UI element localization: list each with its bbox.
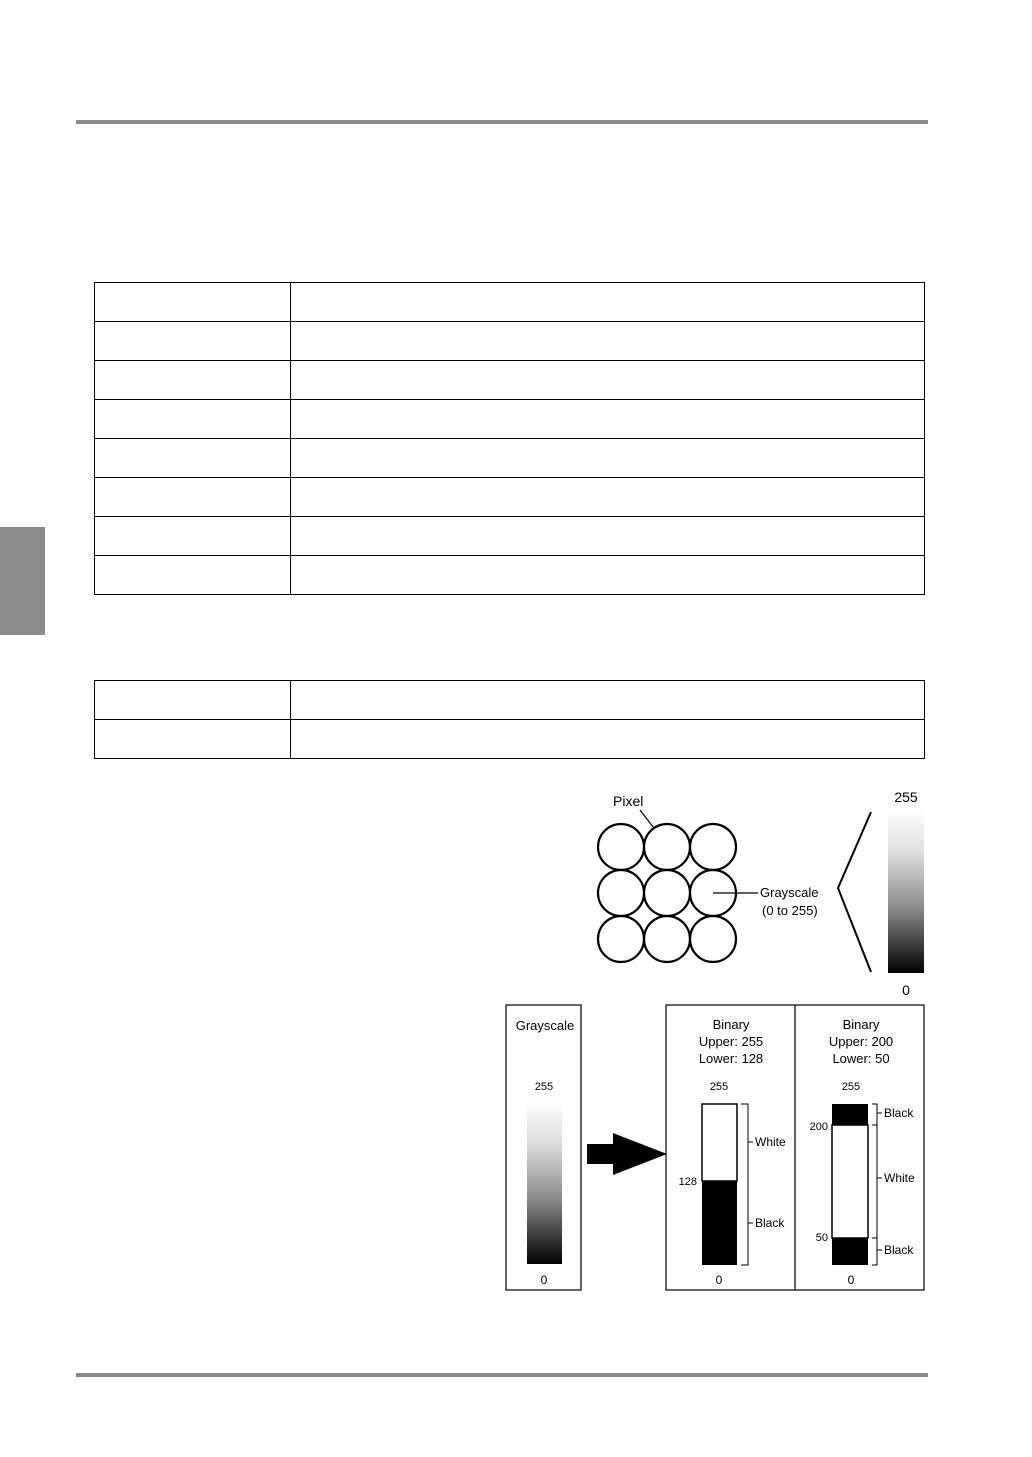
binary-2-white-band: [832, 1125, 868, 1238]
binary-1-white-band: [702, 1104, 737, 1181]
scale-bottom-label: 0: [902, 982, 910, 998]
pixel-circle: [690, 824, 736, 870]
binary-2-lower-tick: 50: [815, 1232, 828, 1244]
pixel-circle: [644, 870, 690, 916]
binary-1-bracket: [741, 1104, 748, 1265]
binary-2-top: 255: [841, 1081, 861, 1093]
grayscale-panel-bar: [527, 1100, 562, 1264]
binary-1-bottom: 0: [715, 1273, 723, 1287]
grayscale-label: Grayscale: [760, 885, 819, 900]
grayscale-panel-title: Grayscale: [515, 1018, 575, 1033]
binary-2-upper: Upper: 200: [828, 1034, 894, 1049]
binary-panel-2: [810, 1017, 915, 1287]
binary-2-bracket-top: [872, 1104, 877, 1125]
binary-2-black-top-label: Black: [884, 1106, 914, 1120]
binary-1-upper: Upper: 255: [698, 1034, 764, 1049]
pixel-circle: [644, 916, 690, 962]
binary-2-title: Binary: [842, 1017, 880, 1032]
binary-2-bracket-middle: [872, 1125, 877, 1238]
grayscale-range-label: (0 to 255): [762, 903, 818, 918]
zoom-bracket: [838, 812, 871, 972]
pixel-circle: [598, 824, 644, 870]
binary-2-white-label: White: [884, 1171, 915, 1185]
binary-1-title: Binary: [712, 1017, 750, 1032]
binary-2-lower: Lower: 50: [832, 1051, 890, 1066]
binary-1-top: 255: [709, 1081, 729, 1093]
pixel-circle: [690, 916, 736, 962]
pixel-diagram: [598, 789, 924, 998]
grayscale-panel-top: 255: [534, 1081, 554, 1093]
pixel-circle: [644, 824, 690, 870]
binary-diagram: [506, 1005, 924, 1290]
grayscale-panel-bottom: 0: [540, 1273, 548, 1287]
binary-2-upper-tick: 200: [809, 1121, 828, 1133]
pixel-label: Pixel: [613, 793, 644, 809]
conversion-arrow: [587, 1133, 667, 1175]
binary-1-lower: Lower: 128: [698, 1051, 764, 1066]
binary-1-threshold: 128: [678, 1176, 697, 1188]
binary-2-black-top-band: [832, 1104, 868, 1125]
binary-panel-1: [679, 1017, 786, 1287]
pixel-circle: [598, 870, 644, 916]
binary-1-black-label: Black: [755, 1216, 785, 1230]
grayscale-bar: [888, 810, 924, 973]
binary-1-white-label: White: [755, 1135, 786, 1149]
binary-2-bracket-bottom: [872, 1238, 877, 1265]
binary-2-black-bottom-band: [832, 1238, 868, 1265]
binary-2-bottom: 0: [847, 1273, 855, 1287]
binary-2-black-bottom-label: Black: [884, 1243, 914, 1257]
pixel-circle: [598, 916, 644, 962]
scale-top-label: 255: [894, 789, 918, 805]
binary-1-black-band: [702, 1181, 737, 1265]
